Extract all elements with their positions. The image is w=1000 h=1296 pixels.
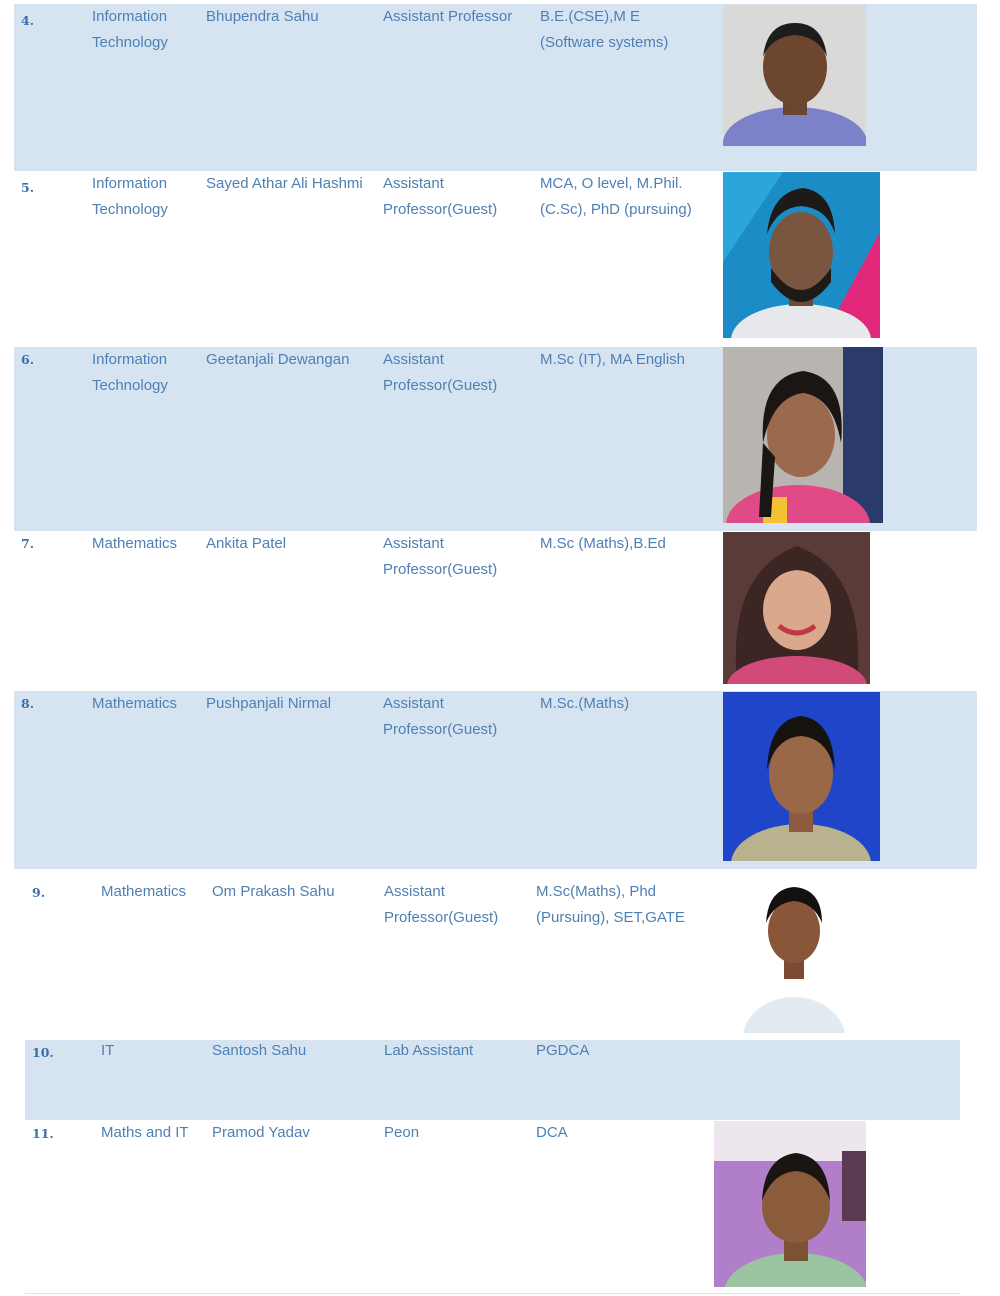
table-row [14,171,977,347]
serial-number: 9. [32,885,46,900]
qualification: M.Sc (IT), MA English [540,351,686,368]
qualification: M.Sc(Maths), Phd (Pursuing), SET,GATE [536,883,685,926]
staff-name: Ankita Patel [206,535,287,552]
staff-name: Bhupendra Sahu [206,8,319,25]
designation: Lab Assistant [384,1042,474,1059]
staff-name: Sayed Athar Ali Hashmi [206,175,363,192]
department: Maths and IT [101,1124,189,1141]
designation: Assistant Professor(Guest) [383,695,498,738]
table-row [25,1040,960,1120]
staff-photo [723,347,883,523]
staff-name: Santosh Sahu [212,1042,307,1059]
department: Mathematics [101,883,187,900]
staff-photo [723,5,866,146]
staff-name: Geetanjali Dewangan [206,351,350,368]
serial-number: 11. [32,1126,54,1141]
staff-name: Pramod Yadav [212,1124,310,1141]
department: Information Technology [92,175,168,218]
department: Mathematics [92,695,178,712]
serial-number: 7. [21,536,35,551]
serial-number: 8. [21,696,35,711]
serial-number: 5. [21,180,35,195]
table-row [14,347,977,531]
staff-name: Pushpanjali Nirmal [206,695,332,712]
qualification: DCA [536,1124,568,1141]
designation: Assistant Professor(Guest) [383,535,498,578]
table-row [14,531,977,691]
table-row [14,869,977,1039]
staff-photo [714,1121,866,1287]
designation: Assistant Professor(Guest) [383,175,498,218]
department: Information Technology [92,8,168,51]
qualification: MCA, O level, M.Phil. (C.Sc), PhD (pursuing) [540,175,692,218]
table-row [14,4,977,171]
staff-photo [723,532,870,684]
staff-name: Om Prakash Sahu [212,883,335,900]
table-row [25,1120,960,1294]
staff-photo [734,881,854,1033]
qualification: M.Sc (Maths),B.Ed [540,535,666,552]
department: Information Technology [92,351,168,394]
designation: Peon [384,1124,420,1141]
table-row [14,691,977,869]
department: IT [101,1042,115,1059]
designation: Assistant Professor(Guest) [384,883,499,926]
qualification: B.E.(CSE),M E (Software systems) [540,8,669,51]
qualification: PGDCA [536,1042,590,1059]
designation: Assistant Professor [383,8,513,25]
qualification: M.Sc.(Maths) [540,695,630,712]
serial-number: 6. [21,352,35,367]
serial-number: 4. [21,13,35,28]
designation: Assistant Professor(Guest) [383,351,498,394]
staff-photo [723,172,880,338]
department: Mathematics [92,535,178,552]
staff-photo [723,692,880,861]
serial-number: 10. [32,1045,54,1060]
